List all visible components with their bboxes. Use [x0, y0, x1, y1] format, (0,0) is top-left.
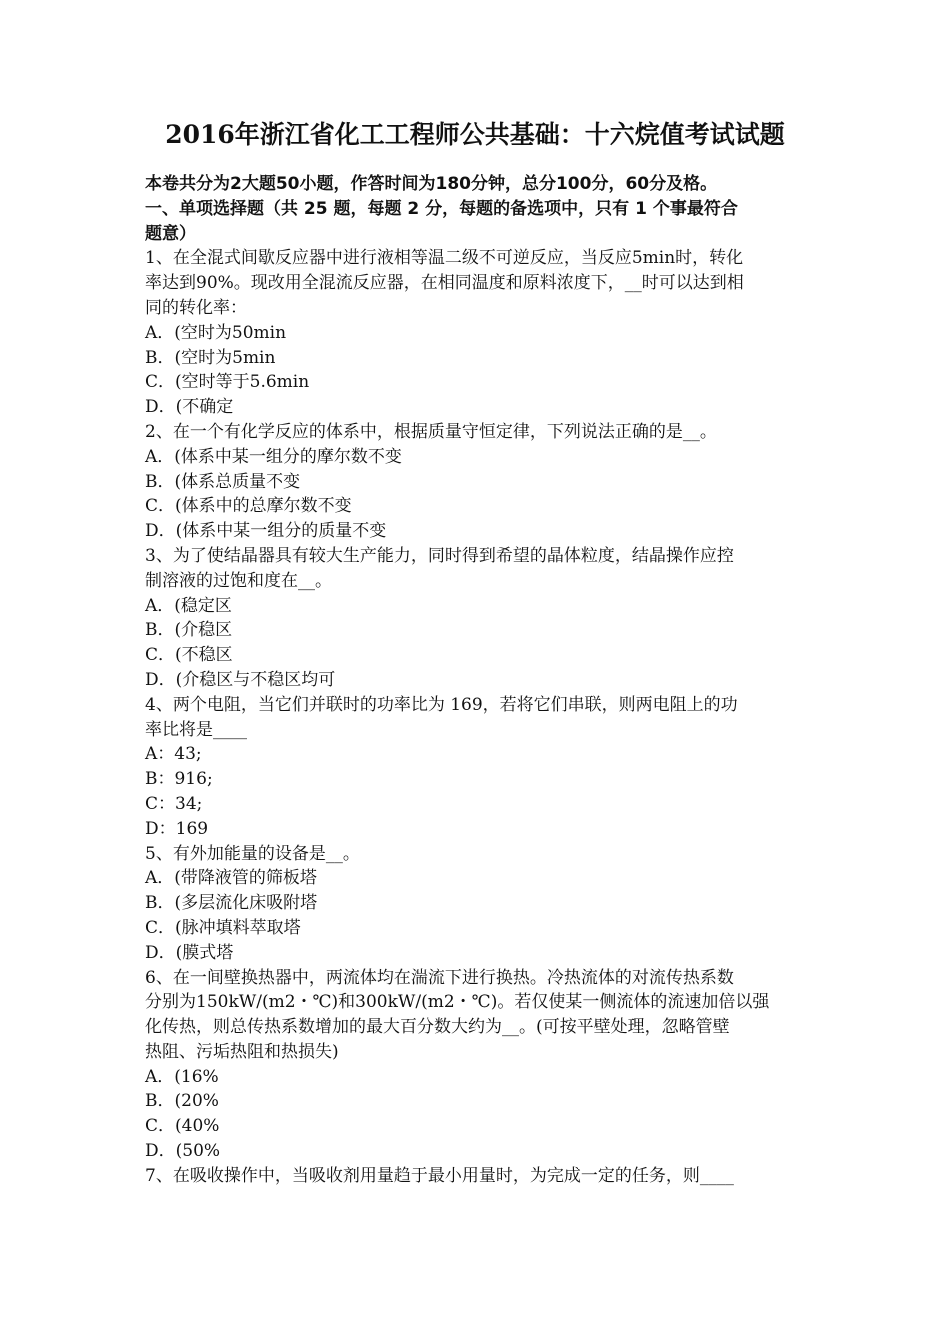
- answer-option: D．(膜式塔: [145, 942, 234, 963]
- question-text-line: 化传热，则总传热系数增加的最大百分数大约为__。(可按平壁处理，忽略管壁: [145, 1017, 730, 1038]
- question-text-line: 4、两个电阻，当它们并联时的功率比为 169，若将它们串联，则两电阻上的功: [145, 694, 738, 715]
- answer-option: B：916;: [145, 769, 213, 790]
- answer-option: C．(体系中的总摩尔数不变: [145, 496, 352, 517]
- answer-option: D：169: [145, 818, 209, 839]
- answer-option: C．(40%: [145, 1116, 220, 1137]
- answer-option: D．(体系中某一组分的质量不变: [145, 521, 387, 542]
- question-text-line: 率达到90%。现改用全混流反应器，在相同温度和原料浓度下，__时可以达到相: [145, 273, 744, 294]
- answer-option: A．(体系中某一组分的摩尔数不变: [145, 446, 402, 467]
- question-text-line: 5、有外加能量的设备是__。: [145, 843, 360, 864]
- question-text-line: 1、在全混式间歇反应器中进行液相等温二级不可逆反应，当反应5min时，转化: [145, 248, 744, 269]
- answer-option: B．(空时为5min: [145, 347, 276, 368]
- question-text-line: 7、在吸收操作中，当吸收剂用量趋于最小用量时，为完成一定的任务，则____: [145, 1165, 734, 1186]
- section-heading-line: 一、单项选择题（共 25 题，每题 2 分，每题的备选项中，只有 1 个事最符合: [145, 198, 738, 219]
- answer-option: C．(脉冲填料萃取塔: [145, 917, 301, 938]
- answer-option: C．(不稳区: [145, 645, 233, 666]
- question-text-line: 2、在一个有化学反应的体系中，根据质量守恒定律，下列说法正确的是__。: [145, 421, 717, 442]
- exam-intro: 本卷共分为2大题50小题，作答时间为180分钟，总分100分，60分及格。: [145, 174, 718, 194]
- answer-option: B．(体系总质量不变: [145, 471, 301, 492]
- question-text-line: 同的转化率：: [145, 297, 247, 318]
- answer-option: A．(稳定区: [145, 595, 232, 616]
- section-heading-line: 题意）: [145, 223, 196, 244]
- question-text-line: 率比将是____: [145, 719, 247, 740]
- question-text-line: 6、在一间壁换热器中，两流体均在湍流下进行换热。冷热流体的对流传热系数: [145, 967, 734, 988]
- question-text-line: 3、为了使结晶器具有较大生产能力，同时得到希望的晶体粒度，结晶操作应控: [145, 545, 734, 566]
- page-title: 2016年浙江省化工工程师公共基础：十六烷值考试试题: [165, 120, 785, 149]
- answer-option: A．(空时为50min: [145, 322, 287, 343]
- answer-option: D．(介稳区与不稳区均可: [145, 669, 336, 690]
- answer-option: B．(20%: [145, 1091, 219, 1112]
- answer-option: B．(介稳区: [145, 620, 233, 641]
- question-text-line: 分别为150kW/(m2・℃)和300kW/(m2・℃)。若仅使某一侧流体的流速加倍以强: [145, 992, 770, 1013]
- document-body: [145, 172, 810, 1189]
- answer-option: A．(带降液管的筛板塔: [145, 868, 317, 889]
- answer-option: A．(16%: [145, 1066, 219, 1087]
- question-text-line: 制溶液的过饱和度在__。: [145, 570, 332, 591]
- answer-option: D．(不确定: [145, 397, 234, 418]
- answer-option: C．(空时等于5.6min: [145, 372, 310, 393]
- answer-option: B．(多层流化床吸附塔: [145, 893, 318, 914]
- answer-option: C：34;: [145, 793, 203, 814]
- answer-option: D．(50%: [145, 1141, 221, 1162]
- question-text-line: 热阻、污垢热阻和热损失): [145, 1041, 339, 1062]
- answer-option: A：43;: [145, 744, 202, 765]
